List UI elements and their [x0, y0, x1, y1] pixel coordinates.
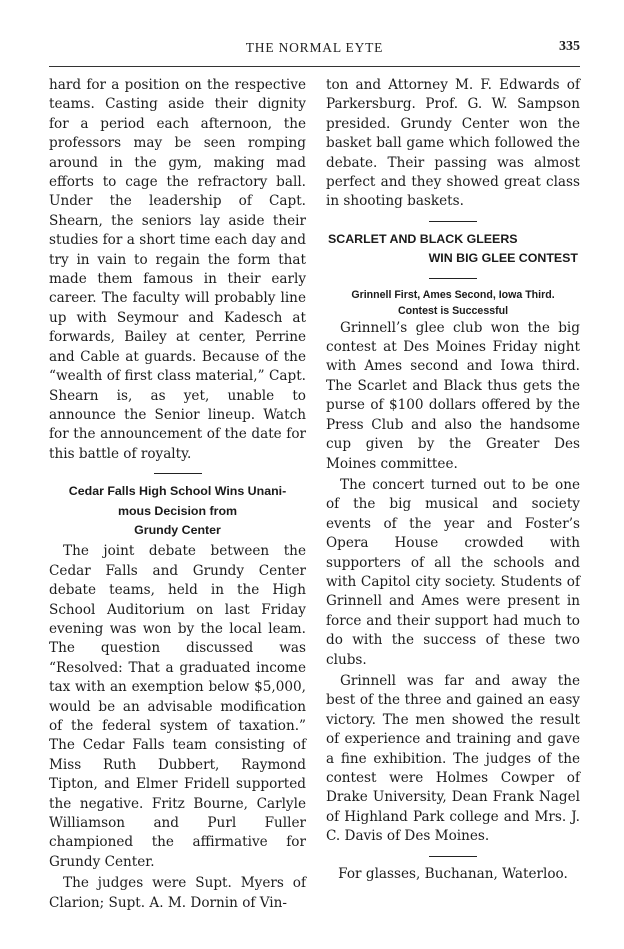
- article-subhead-line-2: Contest is Successful: [397, 304, 509, 317]
- continued-paragraph: hard for a position on the respective teams. Casting aside their dignity for a period each afternoon, the professors may be seen romping around in the gym, making mad efforts to cage the refractory ball. Under the leadership of Capt. Shearn, the seniors lay aside their studies for a short time each day and try in vain to regain the form that made them famous in their early career. The faculty will probably line up with Seymour and Kadesch at forwards, Bailey at center, Perrine and Cable at guards. Because of the “wealth of first class material,” Capt. Shearn is, as yet, unable to announce the Senior lineup. Watch for the announcement of the date for this battle of royalty.: [49, 77, 306, 462]
- page-header: [49, 36, 580, 60]
- article-headline-line-1: SCARLET AND BLACK GLEERS: [328, 231, 518, 246]
- article-paragraph: The concert turned out to be one of the big musical and society events of the year and Foster’s Opera House crowded with supporters of all the schools and with Capitol city society. Students of Grinnell and Ames were present in force and their support had much to do with the success of these two clubs.: [326, 476, 580, 668]
- article-headline-line-3: Grundy Center: [134, 522, 221, 537]
- section-divider: [429, 856, 477, 857]
- section-divider: [429, 221, 477, 222]
- article-headline-line-2: mous Decision from: [117, 503, 238, 518]
- article-glee-contest: [326, 230, 580, 847]
- headline-divider: [429, 278, 477, 279]
- article-paragraph: Grinnell was far and away the best of the three and gained an easy victory. The men showed the result of experience and training and gave a fine exhibition. The judges of the contest were Holmes Cowper of Drake University, Dean Frank Nagel of Highland Park college and Mrs. J. C. Davis of Des Moines.: [326, 672, 580, 845]
- continued-paragraph: ton and Attorney M. F. Edwards of Parkersburg. Prof. G. W. Sampson presided. Grundy Center won the basket ball game which followed the debate. Their passing was almost perfect and they showed great class in shooting baskets.: [326, 77, 580, 210]
- article-subhead-line-1: Grinnell First, Ames Second, Iowa Third.: [351, 288, 555, 301]
- article-paragraph: Grinnell’s glee club won the big contest at Des Moines Friday night with Ames second and Iowa third. The Scarlet and Black thus gets the purse of $100 dollars offered by the Press Club and also the handsome cup given by the Greater Des Moines committee.: [326, 319, 580, 472]
- article-debate: [49, 482, 306, 913]
- article-paragraph: The judges were Supt. Myers of Clarion; Supt. A. M. Dornin of Vin-: [49, 875, 306, 911]
- advertisement-line: For glasses, Buchanan, Waterloo.: [338, 865, 568, 882]
- article-paragraph: The joint debate between the Cedar Falls and Grundy Center debate teams, held in the High School Auditorium on last Friday evening was won by the local leam. The question discussed was “Resolved: That a graduated income tax with an exemption below $5,000, would be an advisable modification of the federal system of taxation.” The Cedar Falls team consisting of Miss Ruth Dubbert, Raymond Tipton, and Elmer Fridell supported the negative. Fritz Bourne, Carlyle Williamson and Purl Fuller championed the affirmative for Grundy Center.: [49, 543, 306, 870]
- running-title: THE NORMAL EYTE: [245, 40, 384, 55]
- article-headline-line-1: Cedar Falls High School Wins Unani-: [68, 484, 287, 499]
- right-column: [326, 76, 580, 884]
- left-column: [49, 76, 306, 913]
- section-divider: [154, 473, 202, 474]
- header-rule: [49, 66, 580, 67]
- article-headline-line-2: WIN BIG GLEE CONTEST: [428, 251, 578, 266]
- page-number: 335: [559, 39, 580, 54]
